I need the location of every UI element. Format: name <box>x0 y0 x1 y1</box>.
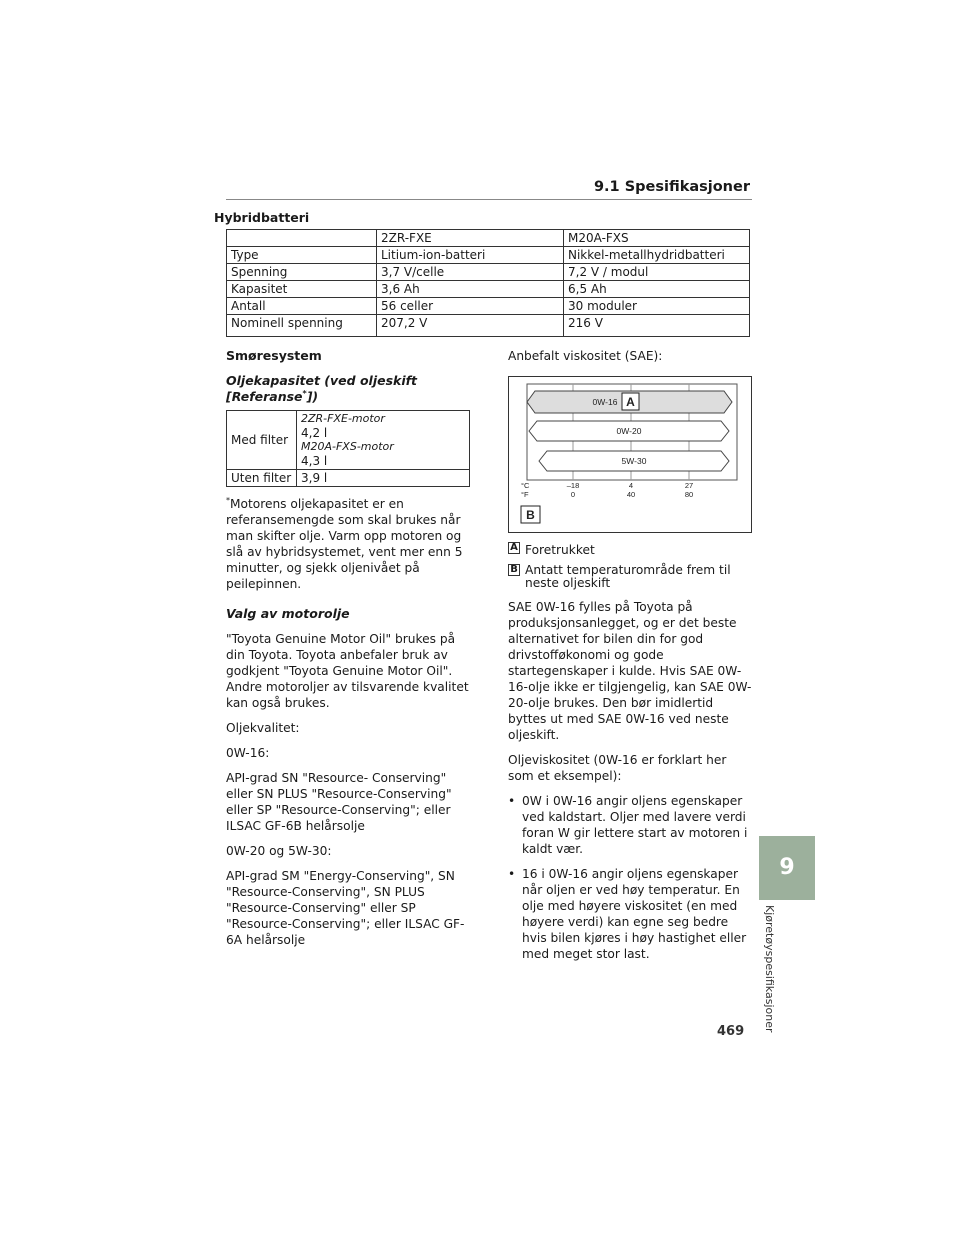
tick-label-fahrenheit: 80 <box>684 490 694 499</box>
legend-item <box>508 542 752 558</box>
series-label: 5W-30 <box>621 456 647 466</box>
tick-label-celsius: 27 <box>684 481 694 490</box>
oil-capacity-heading-end: ]) <box>306 389 319 404</box>
table-row <box>227 315 750 337</box>
list-item <box>508 793 752 857</box>
grade-label: 0W-20 og 5W-30: <box>226 844 332 858</box>
tick-label-celsius: –18 <box>566 481 580 490</box>
table-cell: 7,2 V / modul <box>564 264 750 281</box>
capacity-value: 4,3 l <box>301 454 328 468</box>
bullet-icon: • <box>508 794 516 808</box>
axis-unit-fahrenheit: °F <box>521 490 529 499</box>
oil-choice-intro: "Toyota Genuine Motor Oil" brukes på din Toyota. Toyota anbefaler bruk av godkjent "Toyota Genuine Motor Oil". Andre motoroljer av tilsvarende kvalitet kan også brukes. <box>226 632 469 710</box>
left-column <box>226 348 472 948</box>
grade-text: API-grad SM "Energy-Conserving", SN "Resource-Conserving", SN PLUS "Resource-Conserving" eller SP "Resource-Conserving"; eller ILSAC GF-6A helårsolje <box>226 869 465 947</box>
table-header-cell: 2ZR-FXE <box>377 230 564 247</box>
viscosity-chart-svg <box>509 377 751 532</box>
without-filter-label: Uten filter <box>227 470 297 487</box>
table-cell: 30 moduler <box>564 298 750 315</box>
footnote-marker: * <box>302 388 307 398</box>
header-divider <box>226 199 752 200</box>
legend-key: A <box>508 542 520 554</box>
table-cell: 207,2 V <box>377 315 564 337</box>
table-cell: Type <box>227 247 377 264</box>
table-cell: 216 V <box>564 315 750 337</box>
tick-label-celsius: 4 <box>628 481 634 490</box>
list-item-text: 0W i 0W-16 angir oljens egenskaper ved kaldstart. Oljer med lavere verdi foran W gir lettere start av motoren i kaldt vær. <box>522 794 748 856</box>
chapter-tab[interactable] <box>759 836 815 900</box>
footnote-text: Motorens oljekapasitet er en referansemengde som skal brukes når man skifter olje. Varm opp motoren og slå av hybridsystemet, vent mer enn 5 minutter, og sjekk oljenivået på peilepinnen. <box>226 497 463 591</box>
table-cell: Nominell spenning <box>227 315 377 337</box>
axis-unit-celsius: °C <box>521 481 530 490</box>
table-header-cell: M20A-FXS <box>564 230 750 247</box>
with-filter-label: Med filter <box>227 411 297 470</box>
chapter-number: 9 <box>779 855 795 880</box>
viscosity-heading: Anbefalt viskositet (SAE): <box>508 349 663 363</box>
viscosity-explain-intro: Oljeviskositet (0W-16 er forklart her som et eksempel): <box>508 753 727 783</box>
chapter-label-text: Kjøretøyspesifikasjoner <box>763 905 776 1033</box>
table-header-cell <box>227 230 377 247</box>
sae-paragraph: SAE 0W-16 fylles på Toyota på produksjonsanlegget, og er det beste alternativet for bilen din for god drivstofføkonomi og gode startegenskaper i kulde. Hvis SAE 0W-16-olje ikke er tilgjengelig, kan SAE 0W-20-olje brukes. Den bør imidlertid byttes ut med SAE 0W-16 ved neste oljeskift. <box>508 600 752 742</box>
legend-text: Antatt temperaturområde frem til neste oljeskift <box>525 563 731 590</box>
bullet-icon: • <box>508 867 516 881</box>
table-cell: Nikkel-metallhydridbatteri <box>564 247 750 264</box>
oil-capacity-table <box>226 410 470 487</box>
table-row <box>227 247 750 264</box>
table-cell: Antall <box>227 298 377 315</box>
table-row <box>227 298 750 315</box>
engine-name: 2ZR-FXE-motor <box>301 412 385 425</box>
table-row <box>227 470 470 487</box>
oil-capacity-heading <box>226 373 472 405</box>
table-row <box>227 281 750 298</box>
lubrication-heading: Smøresystem <box>226 348 322 363</box>
tick-label-fahrenheit: 0 <box>570 490 576 499</box>
grade-label: 0W-16: <box>226 746 270 760</box>
footnote <box>226 496 472 592</box>
page-number: 469 <box>717 1024 745 1039</box>
legend-text: Foretrukket <box>525 543 595 557</box>
chapter-label <box>763 905 779 1033</box>
marker-a-label: A <box>626 395 635 409</box>
capacity-value: 3,9 l <box>297 470 470 487</box>
oil-quality-label: Oljekvalitet: <box>226 721 300 735</box>
tick-label-fahrenheit: 40 <box>626 490 636 499</box>
right-column <box>508 348 752 962</box>
list-item <box>508 866 752 962</box>
viscosity-chart <box>508 376 752 533</box>
grade-text: API-grad SN "Resource- Conserving" eller SN PLUS "Resource-Conserving" eller SP "Resource-Conserving"; eller ILSAC GF-6B helårsolje <box>226 771 452 833</box>
page-header-title: 9.1 Spesifikasjoner <box>593 179 750 195</box>
table-cell: 3,7 V/celle <box>377 264 564 281</box>
table-cell: Spenning <box>227 264 377 281</box>
table-cell: 56 celler <box>377 298 564 315</box>
table-cell: Kapasitet <box>227 281 377 298</box>
list-item-text: 16 i 0W-16 angir oljens egenskaper når oljen er ved høy temperatur. En olje med høyere viskositet (en med høyere verdi) kan egne seg bedre hvis bilen kjøres i høy hastighet eller med meget stor last. <box>522 867 747 961</box>
legend-item <box>508 564 752 590</box>
table-row <box>227 411 470 470</box>
footnote-marker: * <box>226 495 230 505</box>
series-label: 0W-16 <box>592 397 618 407</box>
oil-capacity-heading-text: Oljekapasitet (ved oljeskift [Referanse <box>226 373 418 404</box>
series-label: 0W-20 <box>616 426 642 436</box>
oil-choice-heading: Valg av motorolje <box>226 606 350 621</box>
legend-key: B <box>508 564 520 576</box>
with-filter-values <box>297 411 470 470</box>
marker-b-label: B <box>526 508 535 522</box>
hybrid-battery-heading: Hybridbatteri <box>214 210 310 225</box>
table-cell: Litium-ion-batteri <box>377 247 564 264</box>
capacity-value: 4,2 l <box>301 426 328 440</box>
hybrid-battery-table <box>226 229 750 337</box>
table-cell: 6,5 Ah <box>564 281 750 298</box>
table-cell: 3,6 Ah <box>377 281 564 298</box>
table-header-row <box>227 230 750 247</box>
engine-name: M20A-FXS-motor <box>301 440 394 453</box>
table-row <box>227 264 750 281</box>
